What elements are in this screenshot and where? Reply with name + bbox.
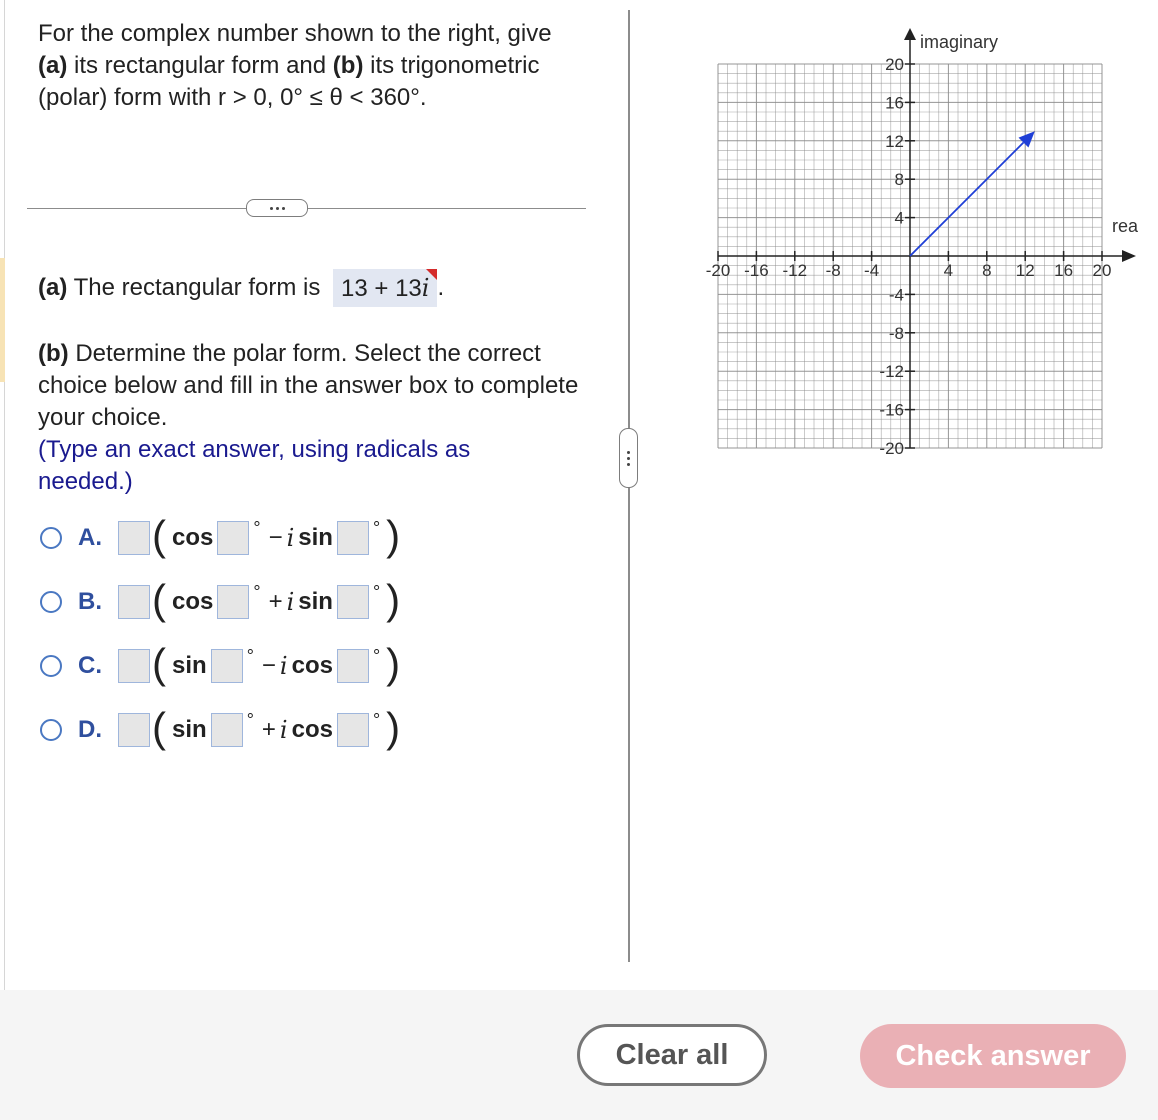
choice-c-operator: − <box>261 652 276 679</box>
question-text: For the complex number shown to the right, give (a) its rectangular form and (b) its trigonometric (polar) form with r > 0, 0° ≤ θ < 360°. <box>38 20 552 111</box>
choice-b-angle2-box[interactable] <box>337 585 369 619</box>
choice-d-fn2: cos <box>291 716 333 743</box>
y-tick-label: -4 <box>888 285 904 305</box>
choice-c-angle1-box[interactable] <box>211 649 243 683</box>
degree-symbol: ° <box>372 581 381 602</box>
part-a-period: . <box>437 274 445 301</box>
answer-a-imag-unit: i <box>421 274 430 302</box>
ellipsis-icon-dot <box>276 207 279 210</box>
x-axis-arrow-icon <box>1122 250 1136 262</box>
choice-d[interactable] <box>40 704 402 752</box>
x-tick-label: -8 <box>825 261 841 280</box>
close-paren: ) <box>386 576 401 623</box>
x-tick-label: -4 <box>864 261 880 280</box>
clear-all-button[interactable]: Clear all <box>577 1024 767 1086</box>
expand-more-button[interactable] <box>246 199 308 217</box>
choice-a-radio[interactable] <box>40 527 62 549</box>
choice-a[interactable] <box>40 512 402 560</box>
open-paren: ( <box>152 640 166 687</box>
choice-a-imag-unit: i <box>286 524 295 552</box>
choice-a-letter: A. <box>78 524 102 551</box>
answer-a-value: 13 + 13 <box>341 275 422 302</box>
complex-number-vector <box>910 143 1023 256</box>
x-tick-label: 12 <box>1015 261 1035 280</box>
choice-d-radio[interactable] <box>40 719 62 741</box>
part-a-text: The rectangular form is <box>67 274 328 301</box>
y-tick-label: 8 <box>894 170 904 190</box>
y-tick-label: 20 <box>885 55 904 74</box>
part-a-label: (a) <box>38 274 68 301</box>
active-part-indicator <box>0 258 5 382</box>
choice-b-fn2: sin <box>298 588 333 615</box>
left-border <box>4 0 5 990</box>
choice-d-imag-unit: i <box>279 716 288 744</box>
close-paren: ) <box>386 512 401 559</box>
choice-a-fn2: sin <box>298 524 333 551</box>
choice-b-angle1-box[interactable] <box>217 585 249 619</box>
y-tick-label: -12 <box>879 362 904 382</box>
degree-symbol: ° <box>372 709 381 730</box>
choice-a-fn1: cos <box>172 524 214 551</box>
y-tick-label: 4 <box>894 208 904 228</box>
part-b-label: (b) <box>38 340 69 367</box>
x-tick-label: -16 <box>744 261 769 280</box>
ellipsis-vertical-icon <box>627 451 630 454</box>
choice-c-radio[interactable] <box>40 655 62 677</box>
degree-symbol: ° <box>246 709 254 730</box>
answer-a-field[interactable] <box>333 269 437 307</box>
choice-c-angle2-box[interactable] <box>337 649 369 683</box>
choice-c-fn2: cos <box>291 652 333 679</box>
choice-a-angle2-box[interactable] <box>337 521 369 555</box>
x-tick-label: -12 <box>782 261 808 280</box>
choice-d-fn1: sin <box>172 716 207 743</box>
choice-c-letter: C. <box>78 652 102 679</box>
choice-d-letter: D. <box>78 716 102 743</box>
degree-symbol: ° <box>246 645 254 666</box>
y-tick-label: -8 <box>888 323 904 343</box>
open-paren: ( <box>152 704 166 751</box>
choice-b-r-box[interactable] <box>118 585 150 619</box>
open-paren: ( <box>152 576 166 623</box>
choice-d-angle2-box[interactable] <box>337 713 369 747</box>
ellipsis-vertical-icon-dot <box>627 463 630 466</box>
y-tick-label: 16 <box>885 93 904 113</box>
y-tick-label: -16 <box>879 400 904 420</box>
close-paren: ) <box>386 704 401 751</box>
x-tick-label: 8 <box>982 261 992 280</box>
x-axis-label: rea <box>1112 216 1139 236</box>
part-b-text: Determine the polar form. Select the correct choice below and fill in the answer box to complete your choice. <box>38 340 579 431</box>
choice-d-r-box[interactable] <box>118 713 150 747</box>
choice-c-imag-unit: i <box>279 652 288 680</box>
choice-b-letter: B. <box>78 588 102 615</box>
y-axis-arrow-icon <box>904 28 916 40</box>
check-answer-button[interactable]: Check answer <box>860 1024 1126 1088</box>
y-axis-label: imaginary <box>920 32 999 52</box>
x-tick-label: 20 <box>1092 261 1112 280</box>
choice-b-radio[interactable] <box>40 591 62 613</box>
y-tick-label: 12 <box>885 131 904 151</box>
answer-hint: (Type an exact answer, using radicals as needed.) <box>38 436 471 495</box>
ellipsis-icon <box>270 207 273 210</box>
degree-symbol: ° <box>372 645 381 666</box>
choice-a-operator: − <box>268 524 283 551</box>
open-paren: ( <box>152 512 166 559</box>
part-b <box>38 338 583 434</box>
x-tick-label: 16 <box>1054 261 1074 280</box>
y-tick-label: -20 <box>879 439 904 458</box>
complex-plane-graph <box>700 20 1150 460</box>
x-tick-label: 4 <box>943 261 954 280</box>
choice-a-angle1-box[interactable] <box>217 521 249 555</box>
choice-c-r-box[interactable] <box>118 649 150 683</box>
x-tick-label: -20 <box>705 261 731 280</box>
part-a <box>38 269 444 307</box>
choice-c[interactable] <box>40 640 402 688</box>
ellipsis-vertical-icon-dot <box>627 457 630 460</box>
choice-b-fn1: cos <box>172 588 214 615</box>
choice-b[interactable] <box>40 576 402 624</box>
degree-symbol: ° <box>253 517 261 538</box>
degree-symbol: ° <box>372 517 381 538</box>
choice-b-imag-unit: i <box>286 588 295 616</box>
panel-resize-handle[interactable] <box>619 428 638 488</box>
ellipsis-icon-dot <box>282 207 285 210</box>
choice-d-operator: + <box>261 716 276 743</box>
close-paren: ) <box>386 640 401 687</box>
degree-symbol: ° <box>253 581 261 602</box>
choice-b-operator: + <box>268 588 283 615</box>
choice-c-fn1: sin <box>172 652 207 679</box>
choice-d-angle1-box[interactable] <box>211 713 243 747</box>
choice-a-r-box[interactable] <box>118 521 150 555</box>
incorrect-flag-icon <box>426 269 437 280</box>
